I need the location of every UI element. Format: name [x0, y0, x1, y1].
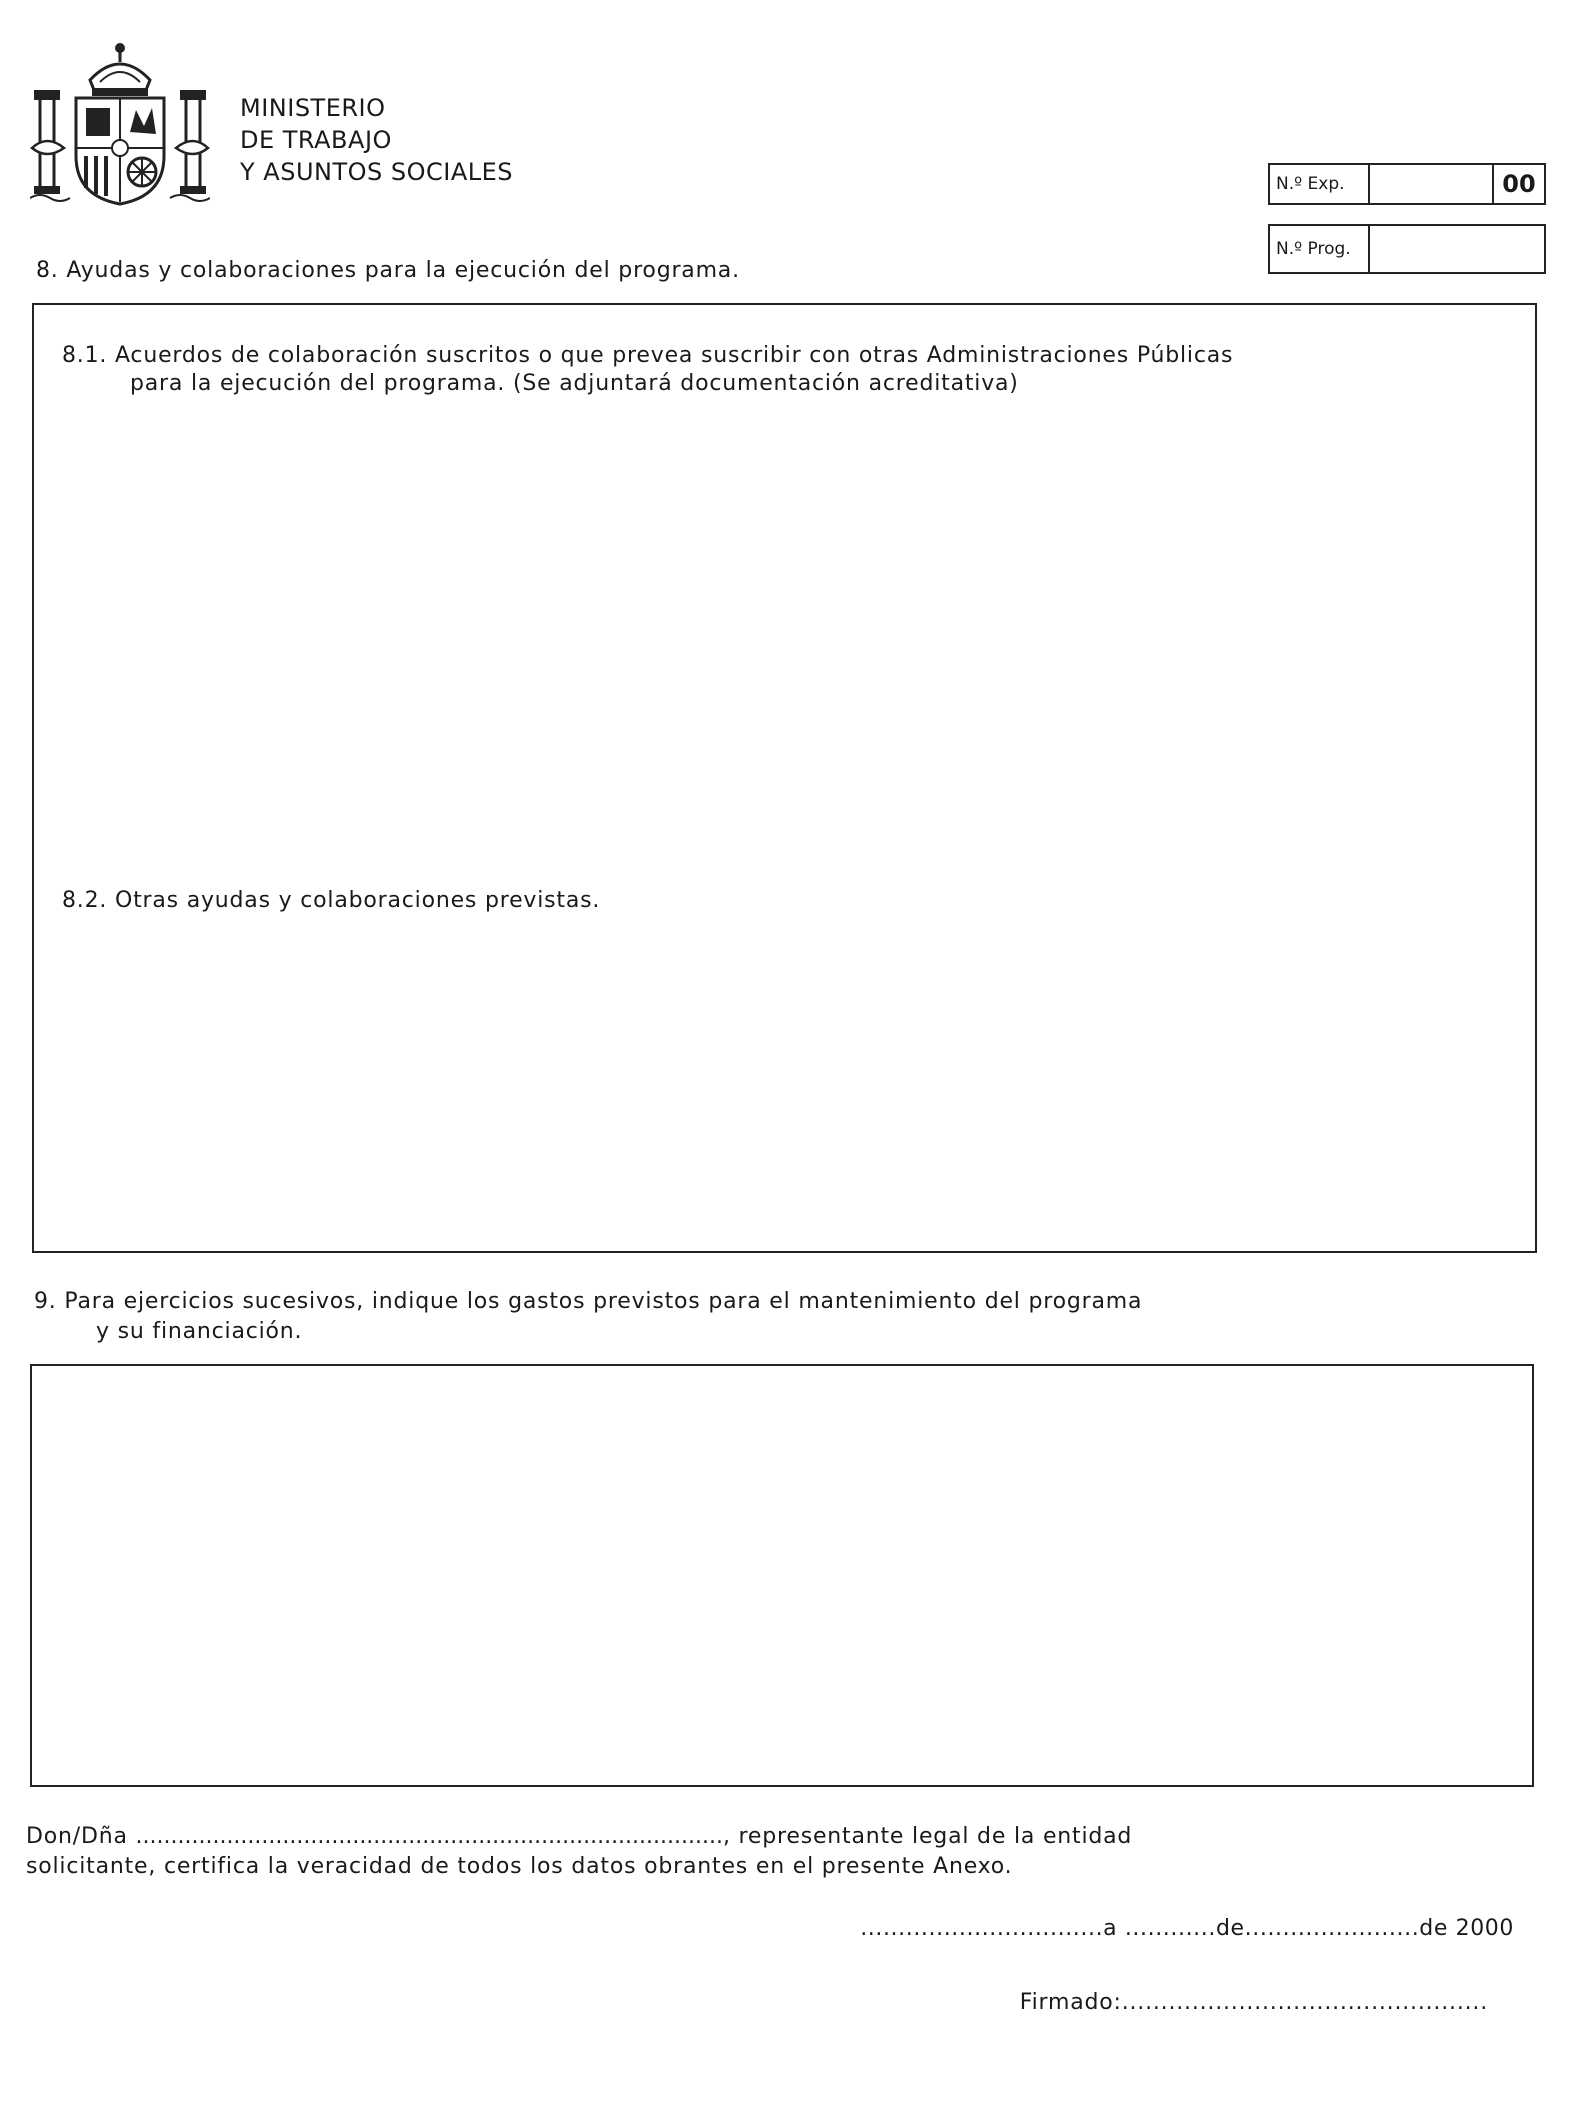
subsection-8-1-line1: 8.1. Acuerdos de colaboración suscritos o que prevea suscribir con otras Administraciones Públicas — [62, 343, 1234, 368]
subsection-8-1-line2: para la ejecución del programa. (Se adjuntará documentación acreditativa) — [130, 371, 1019, 396]
section-9-box[interactable] — [30, 1364, 1534, 1787]
ministry-line: MINISTERIO — [240, 94, 386, 122]
date-place-field[interactable]: ................................a ............de.......................de 2000 — [860, 1916, 1514, 1941]
spanish-coat-of-arms-icon — [30, 38, 210, 208]
subsection-8-1 — [62, 342, 1233, 398]
section-9-title-line1: 9. Para ejercicios sucesivos, indique los gastos previstos para el mantenimiento del programa — [34, 1289, 1143, 1314]
expediente-field[interactable] — [1370, 165, 1494, 203]
signature-field[interactable]: Firmado:............................................... — [1019, 1990, 1488, 2015]
section-9-title-line2: y su financiación. — [96, 1319, 303, 1344]
certification-text — [26, 1822, 1132, 1882]
expediente-label: N.º Exp. — [1270, 165, 1370, 203]
programa-number-box — [1268, 224, 1546, 274]
expediente-number-box — [1268, 163, 1546, 205]
ministry-name — [240, 92, 513, 188]
don-dona-label: Don/Dña — [26, 1824, 128, 1849]
certification-line1-suffix: , representante legal de la entidad — [722, 1824, 1133, 1849]
programa-field[interactable] — [1370, 226, 1544, 272]
section-8-title: 8. Ayudas y colaboraciones para la ejecución del programa. — [36, 258, 740, 283]
programa-label: N.º Prog. — [1270, 226, 1370, 272]
section-9-title — [34, 1287, 1142, 1347]
representative-name-field[interactable]: .................................................................................... — [135, 1824, 723, 1849]
certification-line1 — [26, 1822, 1132, 1852]
ministry-line: DE TRABAJO — [240, 126, 392, 154]
subsection-8-2: 8.2. Otras ayudas y colaboraciones previstas. — [62, 888, 601, 913]
expediente-code: 00 — [1502, 170, 1536, 198]
section-8-box[interactable] — [32, 303, 1537, 1253]
certification-line2: solicitante, certifica la veracidad de todos los datos obrantes en el presente Anexo. — [26, 1854, 1013, 1879]
ministry-line: Y ASUNTOS SOCIALES — [240, 158, 514, 186]
